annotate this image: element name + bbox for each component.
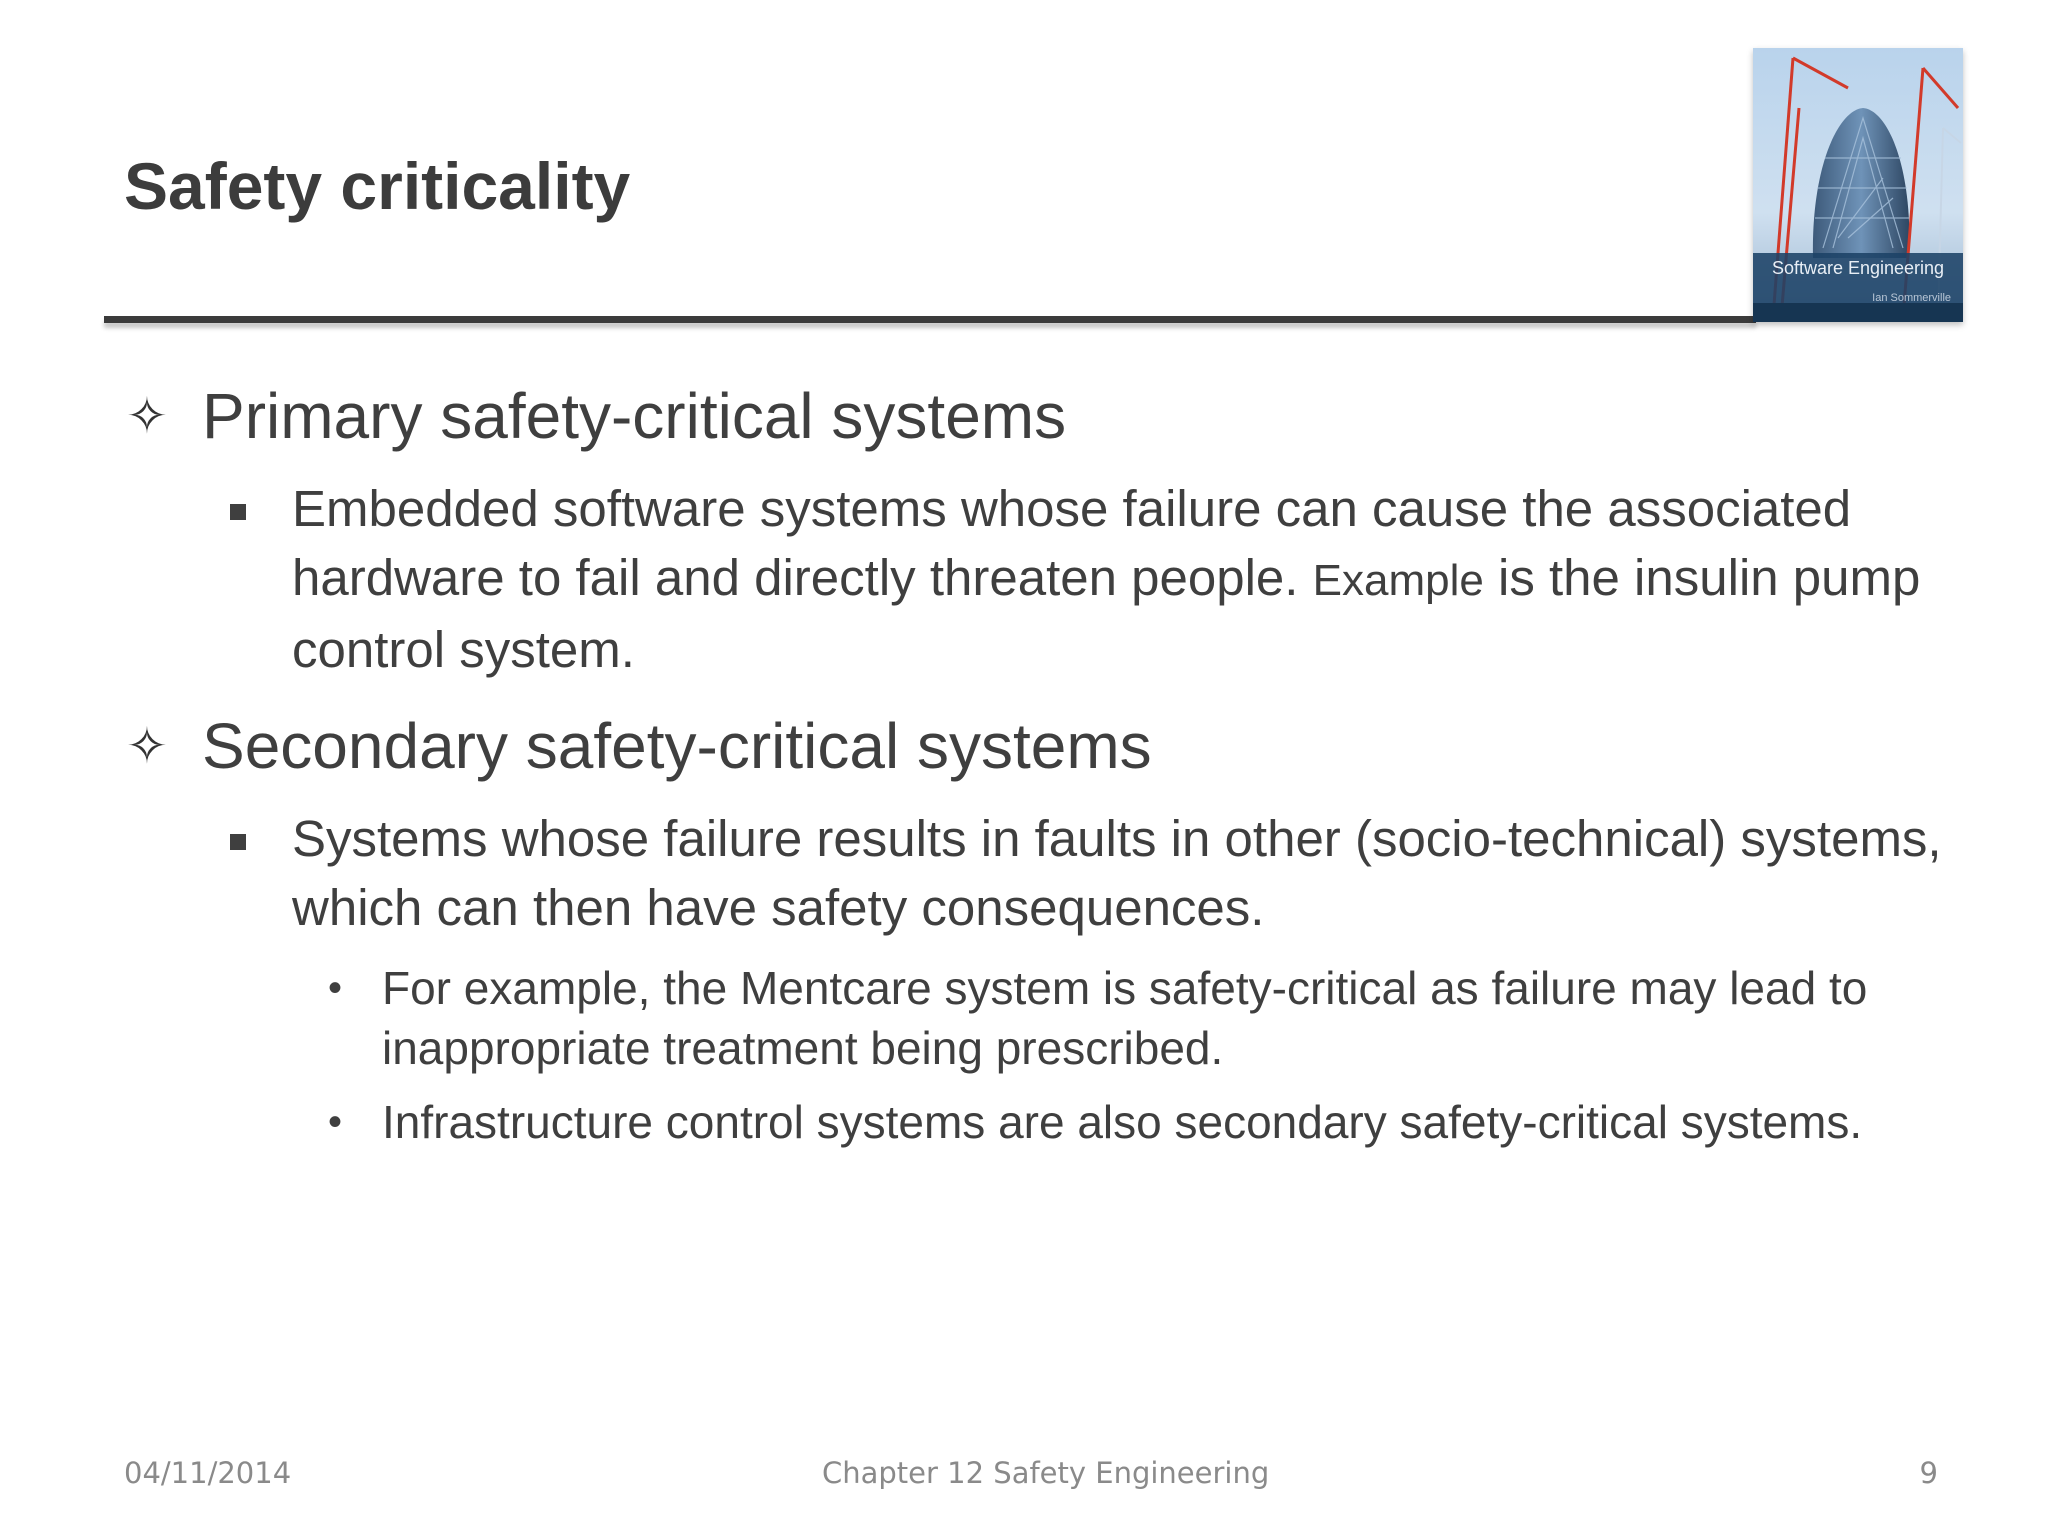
list-item-mentcare <box>328 958 1944 1078</box>
square-bullet-icon <box>230 504 246 520</box>
bullet-heading: Secondary safety-critical systems <box>202 710 1152 782</box>
book-cover-image <box>1753 48 1963 322</box>
dot-bullet-icon: • <box>328 1100 343 1144</box>
bullet-primary <box>124 372 1944 460</box>
slide-title: Safety criticality <box>124 149 631 223</box>
footer-date: 04/11/2014 <box>124 1456 292 1490</box>
title-divider <box>104 316 1756 323</box>
list-item-text: For example, the Mentcare system is safety-critical as failure may lead to inappropriate treatment being prescribed. <box>382 962 1868 1074</box>
sub-bullet-embedded <box>292 474 1944 684</box>
star-bullet-icon: ✧ <box>126 387 168 445</box>
star-bullet-icon: ✧ <box>126 717 168 775</box>
footer-page-number: 9 <box>1919 1456 1938 1490</box>
book-cover-art <box>1753 48 1963 322</box>
sub-bullet-text-tail: is the insulin pump control system. <box>292 549 1921 678</box>
cover-book-title: Software Engineering <box>1771 258 1945 278</box>
slide-body <box>124 372 1944 1152</box>
sub-bullet-text: Embedded software systems whose failure can cause the associated hardware to fail and directly threaten people. <box>292 480 1852 606</box>
square-bullet-icon <box>230 834 246 850</box>
sub-bullet-text: Systems whose failure results in faults in other (socio-technical) systems, which can then have safety consequences. <box>292 810 1942 936</box>
sub-bullet-systems <box>292 804 1944 942</box>
dot-bullet-icon: • <box>328 966 343 1010</box>
list-item-text: Infrastructure control systems are also secondary safety-critical systems. <box>382 1096 1863 1148</box>
sub-bullet-text-small: Example <box>1312 556 1484 605</box>
footer-chapter: Chapter 12 Safety Engineering <box>822 1456 1270 1490</box>
bullet-heading: Primary safety-critical systems <box>202 380 1067 452</box>
cover-author: Ian Sommerville <box>1872 292 1951 304</box>
list-item-infrastructure <box>328 1092 1944 1152</box>
bullet-secondary <box>124 702 1944 790</box>
